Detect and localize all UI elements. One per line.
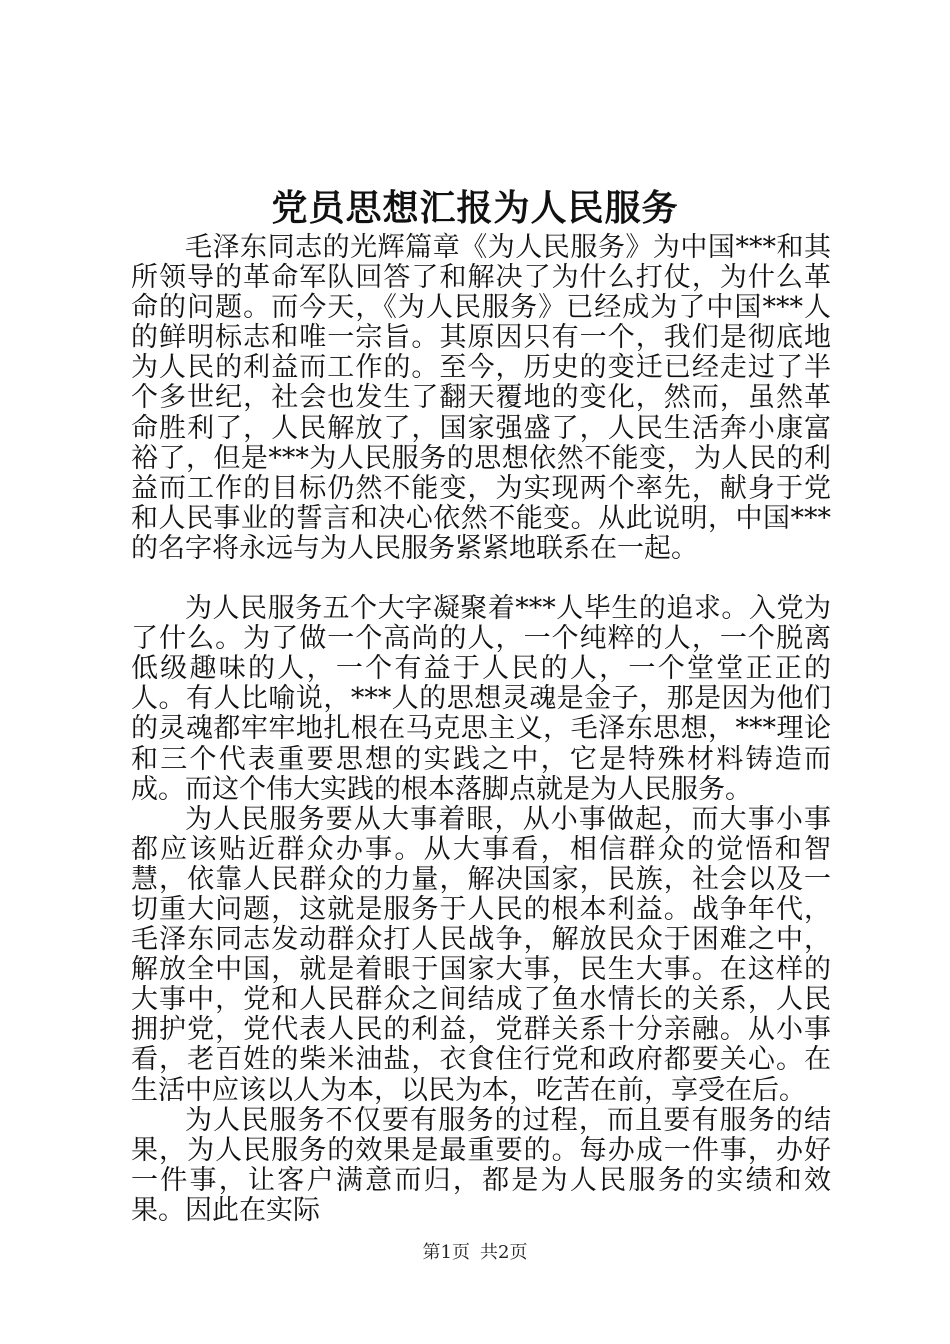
paragraph-1: 毛泽东同志的光辉篇章《为人民服务》为中国***和其所领导的革命军队回答了和解决了为什么打仗，为什么革命的问题。而今天，《为人民服务》已经成为了中国***人的鲜明标志和唯一宗旨。其原因只有一个，我们是彻底地为人民的利益而工作的。至今，历史的变迁已经走过了半个多世纪，社会也发生了翻天覆地的变化，然而，虽然革命胜利了，人民解放了，国家强盛了，人民生活奔小康富裕了，但是***为人民服务的思想依然不能变，为人民的利益而工作的目标仍然不能变，为实现两个率先，献身于党和人民事业的誓言和决心依然不能变。从此说明，中国***的名字将永远与为人民服务紧紧地联系在一起。 bbox=[131, 232, 831, 564]
document-title: 党员思想汇报为人民服务 bbox=[271, 187, 679, 229]
page-footer bbox=[0, 1241, 950, 1265]
document-body bbox=[131, 233, 831, 1226]
paragraph-spacer bbox=[131, 564, 831, 594]
paragraph-2: 为人民服务五个大字凝聚着***人毕生的追求。入党为了什么。为了做一个高尚的人，一个纯粹的人，一个脱离低级趣味的人，一个有益于人民的人，一个堂堂正正的人。有人比喻说，***人的思想灵魂是金子，那是因为他们的灵魂都牢牢地扎根在马克思主义，毛泽东思想，***理论和三个代表重要思想的实践之中，它是特殊材料铸造而成。而这个伟大实践的根本落脚点就是为人民服务。 bbox=[131, 593, 831, 805]
paragraph-4: 为人民服务不仅要有服务的过程，而且要有服务的结果，为人民服务的效果是最重要的。每办成一件事，办好一件事，让客户满意而归，都是为人民服务的实绩和效果。因此在实际 bbox=[131, 1104, 831, 1226]
page-number-total: 共2页 bbox=[480, 1242, 528, 1263]
paragraph-3: 为人民服务要从大事着眼，从小事做起，而大事小事都应该贴近群众办事。从大事看，相信群众的觉悟和智慧，依靠人民群众的力量，解决国家，民族，社会以及一切重大问题，这就是服务于人民的根本利益。战争年代，毛泽东同志发动群众打人民战争，解放民众于困难之中，解放全中国，就是着眼于国家大事，民生大事。在这样的大事中，党和人民群众之间结成了鱼水情长的关系，人民拥护党，党代表人民的利益，党群关系十分亲融。从小事看，老百姓的柴米油盐，衣食住行党和政府都要关心。在生活中应该以人为本，以民为本，吃苦在前，享受在后。 bbox=[131, 803, 831, 1106]
page-number-current: 第1页 bbox=[422, 1242, 470, 1263]
